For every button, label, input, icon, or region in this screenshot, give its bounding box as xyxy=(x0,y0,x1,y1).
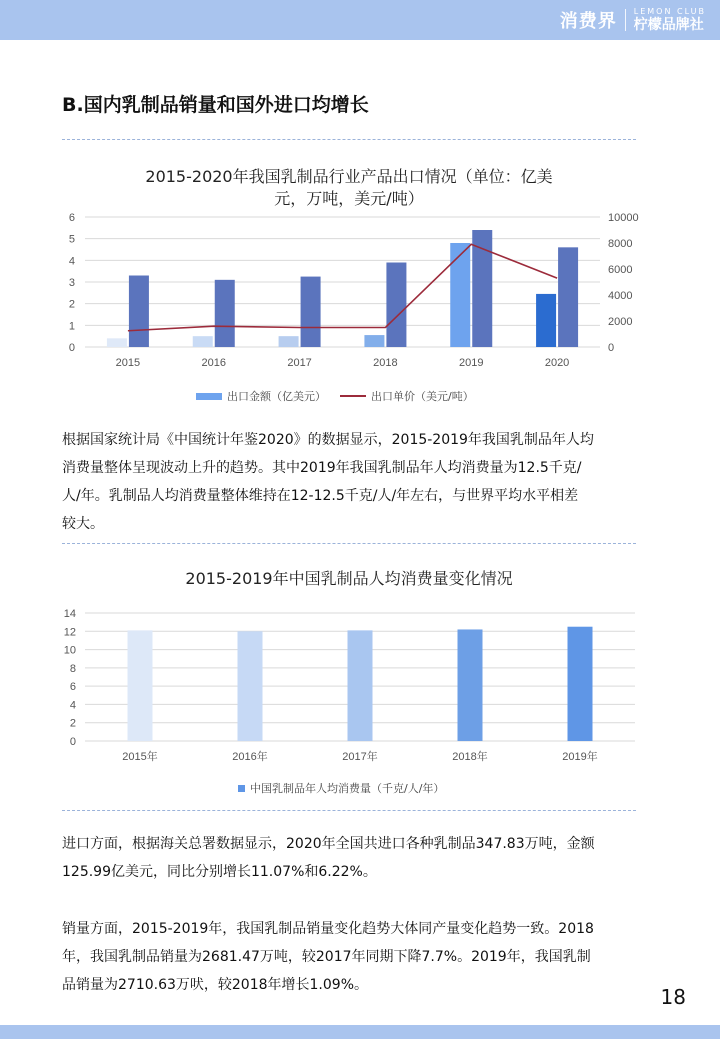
footer-bar xyxy=(0,1025,720,1039)
y-tick-label: 14 xyxy=(63,608,76,620)
paragraph-1 xyxy=(62,426,662,538)
x-tick-label: 2015年 xyxy=(122,751,158,763)
brand-name-en: LEMON CLUB xyxy=(633,7,706,16)
paragraph-3-line: 年，我国乳制品销量为2681.47万吨，较2017年同期下降7.7%。2019年，我国乳制 xyxy=(62,949,591,965)
legend-swatch-line xyxy=(340,395,366,397)
paragraph-1-line: 消费量整体呈现波动上升的趋势。其中2019年我国乳制品年人均消费量为12.5千克/ xyxy=(62,460,582,476)
x-tick-label: 2016年 xyxy=(232,751,268,763)
y-tick-label: 6 xyxy=(68,212,75,224)
brand-logo xyxy=(560,6,706,34)
y-tick-label: 0 xyxy=(68,342,75,354)
paragraph-1-line: 人/年。乳制品人均消费量整体维持在12-12.5千克/人/年左右，与世界平均水平相差 xyxy=(62,488,579,504)
chart2-legend-label: 中国乳制品年人均消费量（千克/人/年） xyxy=(250,782,445,795)
bar-export-amount xyxy=(279,336,299,347)
paragraph-2-line: 125.99亿美元，同比分别增长11.07%和6.22%。 xyxy=(62,864,377,880)
x-tick-label: 2019年 xyxy=(562,751,598,763)
y2-tick-label: 4000 xyxy=(608,290,633,302)
chart2-legend xyxy=(238,780,444,796)
x-tick-label: 2020 xyxy=(544,357,570,369)
header-bar xyxy=(0,0,720,40)
brand-name-cn: 消费界 xyxy=(559,11,617,32)
y2-tick-label: 10000 xyxy=(608,212,639,224)
y-tick-label: 2 xyxy=(68,298,75,311)
paragraph-2 xyxy=(62,830,662,886)
y-tick-label: 10 xyxy=(63,644,76,657)
y2-tick-label: 6000 xyxy=(608,264,633,276)
y-tick-label: 1 xyxy=(68,320,75,333)
paragraph-3-line: 品销量为2710.63万吠，较2018年增长1.09%。 xyxy=(62,977,368,993)
bar-series-2 xyxy=(129,276,149,348)
bar-series-2 xyxy=(301,277,321,347)
x-tick-label: 2018年 xyxy=(452,751,488,763)
y-tick-label: 8 xyxy=(69,662,76,675)
x-tick-label: 2016 xyxy=(201,357,226,369)
x-tick-label: 2017年 xyxy=(342,751,378,763)
x-tick-label: 2017 xyxy=(287,357,312,369)
chart1-legend-line-label: 出口单价（美元/吨） xyxy=(371,390,474,403)
paragraph-2-line: 进口方面，根据海关总署数据显示，2020年全国共进口各种乳制品347.83万吨，金额 xyxy=(62,836,595,852)
page-number: 18 xyxy=(660,985,686,1009)
chart1-title-line2: 元，万吨，美元/吨） xyxy=(274,189,424,208)
chart2-svg xyxy=(0,600,720,775)
chart1-legend xyxy=(196,388,474,404)
paragraph-3 xyxy=(62,915,662,999)
y-tick-label: 6 xyxy=(69,681,76,694)
y2-tick-label: 0 xyxy=(608,342,615,354)
legend-swatch xyxy=(238,785,245,792)
bar-series-2 xyxy=(386,263,406,348)
bar-series-2 xyxy=(558,247,578,347)
bar-series-2 xyxy=(215,280,235,347)
bar-consumption xyxy=(128,630,153,741)
y-tick-label: 0 xyxy=(69,736,76,748)
bar-consumption xyxy=(568,627,593,741)
y-tick-label: 5 xyxy=(68,233,75,246)
bar-export-amount xyxy=(450,243,470,347)
x-tick-label: 2019 xyxy=(459,357,484,369)
divider-bottom xyxy=(62,810,636,811)
y2-tick-label: 2000 xyxy=(608,316,633,328)
chart2-title: 2015-2019年中国乳制品人均消费量变化情况 xyxy=(185,569,513,588)
brand-divider xyxy=(625,9,626,31)
legend-swatch-bar xyxy=(196,393,222,400)
chart1-title xyxy=(62,166,636,210)
bar-export-amount xyxy=(193,336,213,347)
y-tick-label: 12 xyxy=(63,626,76,639)
y-tick-label: 3 xyxy=(68,277,75,289)
x-tick-label: 2018 xyxy=(373,357,398,369)
paragraph-1-line: 根据国家统计局《中国统计年鉴2020》的数据显示，2015-2019年我国乳制品年人均 xyxy=(62,432,594,448)
x-tick-label: 2015 xyxy=(115,357,141,369)
bar-consumption xyxy=(348,630,373,741)
bar-consumption xyxy=(458,629,483,741)
bar-export-amount xyxy=(107,338,127,347)
section-title: B.国内乳制品销量和国外进口均增长 xyxy=(62,94,369,116)
line-unit-price xyxy=(128,244,557,330)
bar-series-2 xyxy=(472,230,492,347)
chart1-legend-bar-label: 出口金额（亿美元） xyxy=(227,390,326,403)
paragraph-1-line: 较大。 xyxy=(62,516,104,532)
divider-top xyxy=(62,139,636,140)
y-tick-label: 4 xyxy=(68,255,75,268)
divider-middle xyxy=(62,543,636,544)
bar-consumption xyxy=(238,631,263,741)
brand-name-cn2: 柠檬品牌社 xyxy=(633,17,704,33)
y2-tick-label: 8000 xyxy=(608,238,633,250)
y-tick-label: 2 xyxy=(69,717,76,730)
chart1-title-line1: 2015-2020年我国乳制品行业产品出口情况（单位：亿美 xyxy=(145,167,553,186)
bar-export-amount xyxy=(364,335,384,347)
bar-export-amount xyxy=(536,294,556,347)
paragraph-3-line: 销量方面，2015-2019年，我国乳制品销量变化趋势大体同产量变化趋势一致。2018 xyxy=(62,921,594,937)
y-tick-label: 4 xyxy=(69,699,76,712)
